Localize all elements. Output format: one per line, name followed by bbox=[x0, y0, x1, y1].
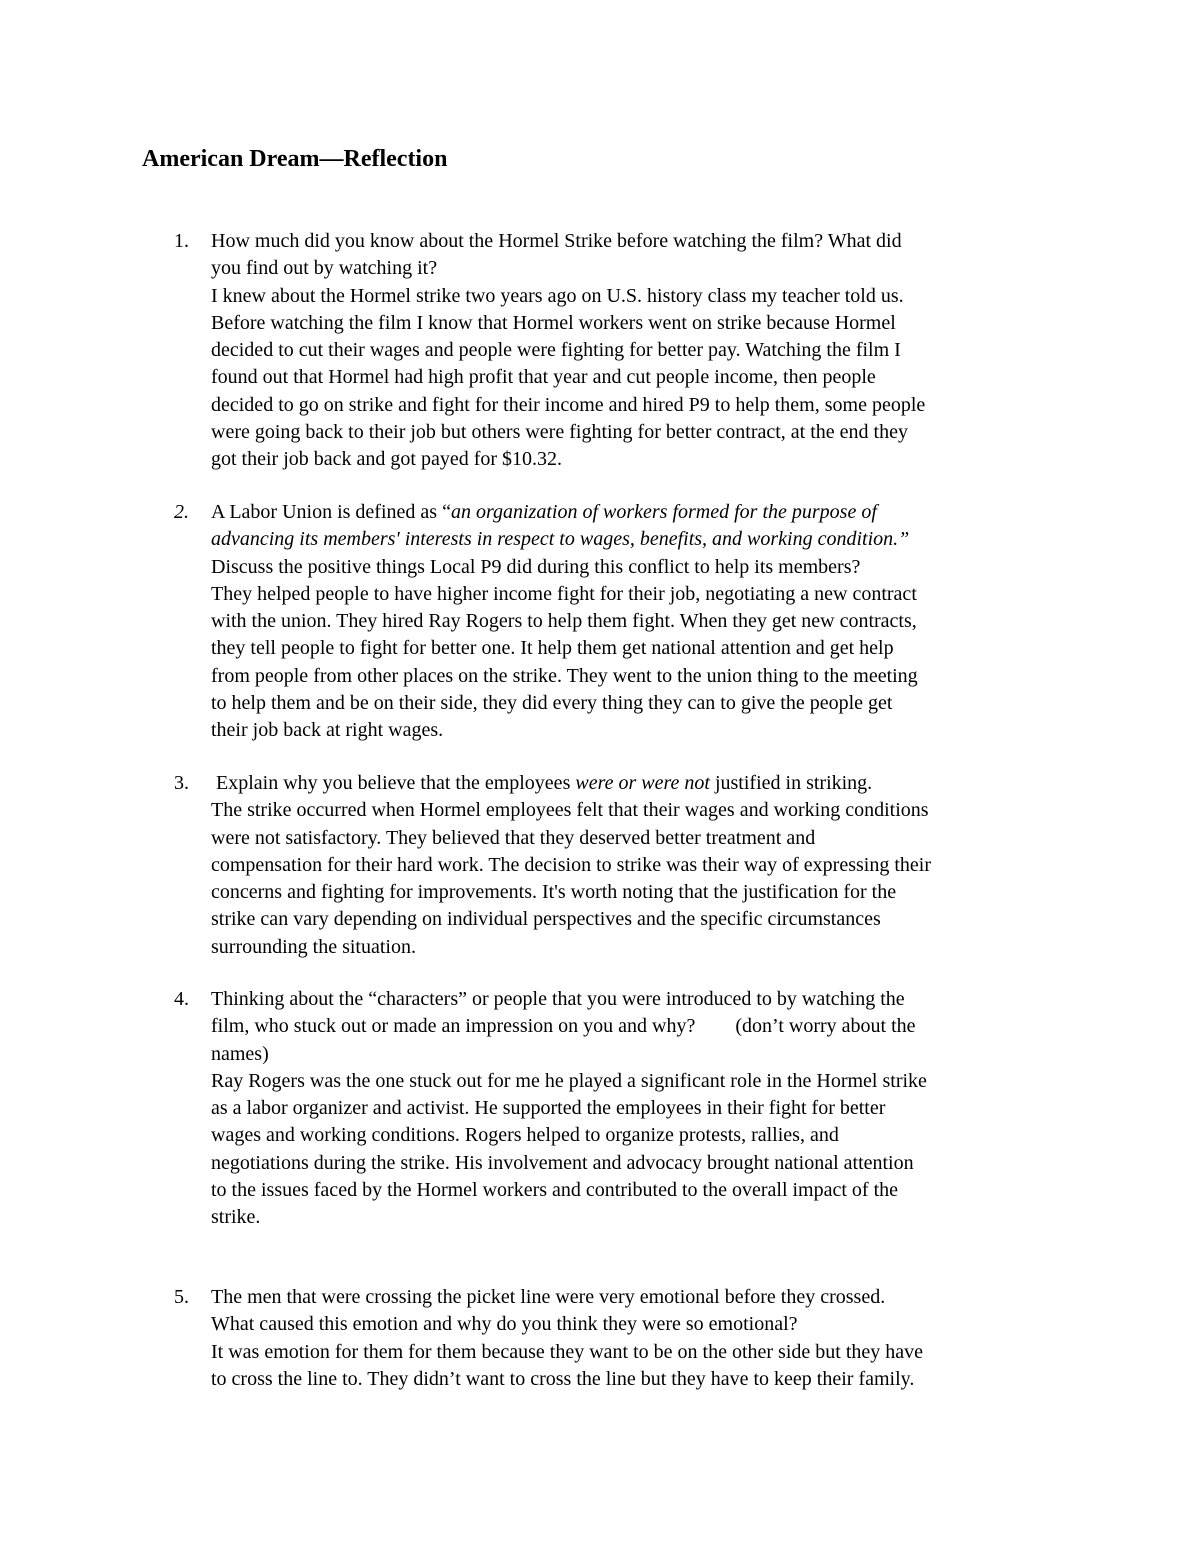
question-number: 4. bbox=[174, 988, 189, 1010]
text-line: were going back to their job but others were fighting for better contract, at the end they bbox=[211, 421, 908, 444]
text-line: I knew about the Hormel strike two years ago on U.S. history class my teacher told us. bbox=[211, 284, 904, 307]
text-line: strike. bbox=[211, 1206, 261, 1229]
text-line: wages and working conditions. Rogers helped to organize protests, rallies, and bbox=[211, 1124, 839, 1147]
text-line: to the issues faced by the Hormel workers and contributed to the overall impact of the bbox=[211, 1179, 899, 1202]
text-line: decided to cut their wages and people were fighting for better pay. Watching the film I bbox=[211, 339, 901, 362]
text-line: How much did you know about the Hormel Strike before watching the film? What did bbox=[211, 230, 902, 252]
prompt-line bbox=[211, 770, 1081, 797]
text-line: got their job back and got payed for $10.32. bbox=[211, 448, 563, 471]
text-line: concerns and fighting for improvements. It's worth noting that the justification for the bbox=[211, 881, 897, 904]
text-line: decided to go on strike and fight for their income and hired P9 to help them, some people bbox=[211, 393, 926, 416]
text-line: The men that were crossing the picket line were very emotional before they crossed. bbox=[211, 1286, 886, 1308]
text-line: their job back at right wages. bbox=[211, 719, 444, 742]
prompt-tail: justified in striking. bbox=[709, 772, 873, 794]
text-line: compensation for their hard work. The decision to strike was their way of expressing their bbox=[211, 853, 931, 876]
text-line: Before watching the film I know that Hormel workers went on strike because Hormel bbox=[211, 311, 896, 334]
definition-lead: A Labor Union is defined as “ bbox=[211, 501, 451, 523]
question-number: 2. bbox=[174, 501, 189, 523]
document-title: American Dream—Reflection bbox=[142, 146, 448, 172]
text-line: strike can vary depending on individual perspectives and the specific circumstances bbox=[211, 908, 881, 931]
text-line: found out that Hormel had high profit that year and cut people income, then people bbox=[211, 366, 876, 389]
definition-quote-continued: advancing its members' interests in respect to wages, benefits, and working condition.” bbox=[211, 528, 910, 551]
text-line: Thinking about the “characters” or people that you were introduced to by watching the bbox=[211, 988, 905, 1010]
text-line: negotiations during the strike. His involvement and advocacy brought national attention bbox=[211, 1151, 914, 1174]
definition-quote: an organization of workers formed for the purpose of bbox=[450, 501, 877, 523]
question-number: 3. bbox=[174, 772, 189, 794]
text-line: surrounding the situation. bbox=[211, 935, 416, 958]
text-line: to help them and be on their side, they did every thing they can to give the people get bbox=[211, 692, 893, 715]
question-number: 5. bbox=[174, 1286, 189, 1308]
question-number: 1. bbox=[174, 230, 189, 252]
prompt-emphasis: were or were not bbox=[575, 772, 710, 794]
text-line: It was emotion for them for them because they want to be on the other side but they have bbox=[211, 1340, 924, 1363]
text-line: They helped people to have higher income fight for their job, negotiating a new contract bbox=[211, 582, 917, 605]
text-line: names) bbox=[211, 1042, 269, 1065]
text-line: with the union. They hired Ray Rogers to help them fight. When they get new contracts, bbox=[211, 610, 917, 633]
question-body bbox=[211, 1284, 1081, 1393]
text-line: to cross the line to. They didn’t want to cross the line but they have to keep their family. bbox=[211, 1367, 915, 1390]
text-line: Discuss the positive things Local P9 did during this conflict to help its members? bbox=[211, 555, 861, 578]
text-line: What caused this emotion and why do you think they were so emotional? bbox=[211, 1313, 798, 1336]
question-body bbox=[211, 228, 1081, 474]
text-line: film, who stuck out or made an impression on you and why? (don’t worry about the bbox=[211, 1015, 916, 1038]
text-line: as a labor organizer and activist. He supported the employees in their fight for better bbox=[211, 1097, 886, 1120]
prompt-lead: Explain why you believe that the employees bbox=[211, 772, 576, 794]
question-body bbox=[211, 770, 1081, 961]
text-line: were not satisfactory. They believed that they deserved better treatment and bbox=[211, 826, 816, 849]
text-line: from people from other places on the strike. They went to the union thing to the meeting bbox=[211, 664, 918, 687]
question-body bbox=[211, 499, 1081, 745]
text-line: you find out by watching it? bbox=[211, 257, 438, 280]
question-body bbox=[211, 986, 1081, 1232]
text-line: they tell people to fight for better one. It help them get national attention and get help bbox=[211, 637, 894, 660]
text-line: Ray Rogers was the one stuck out for me he played a significant role in the Hormel strike bbox=[211, 1069, 927, 1092]
text-line: The strike occurred when Hormel employees felt that their wages and working conditions bbox=[211, 799, 929, 822]
definition-line bbox=[211, 499, 1081, 526]
